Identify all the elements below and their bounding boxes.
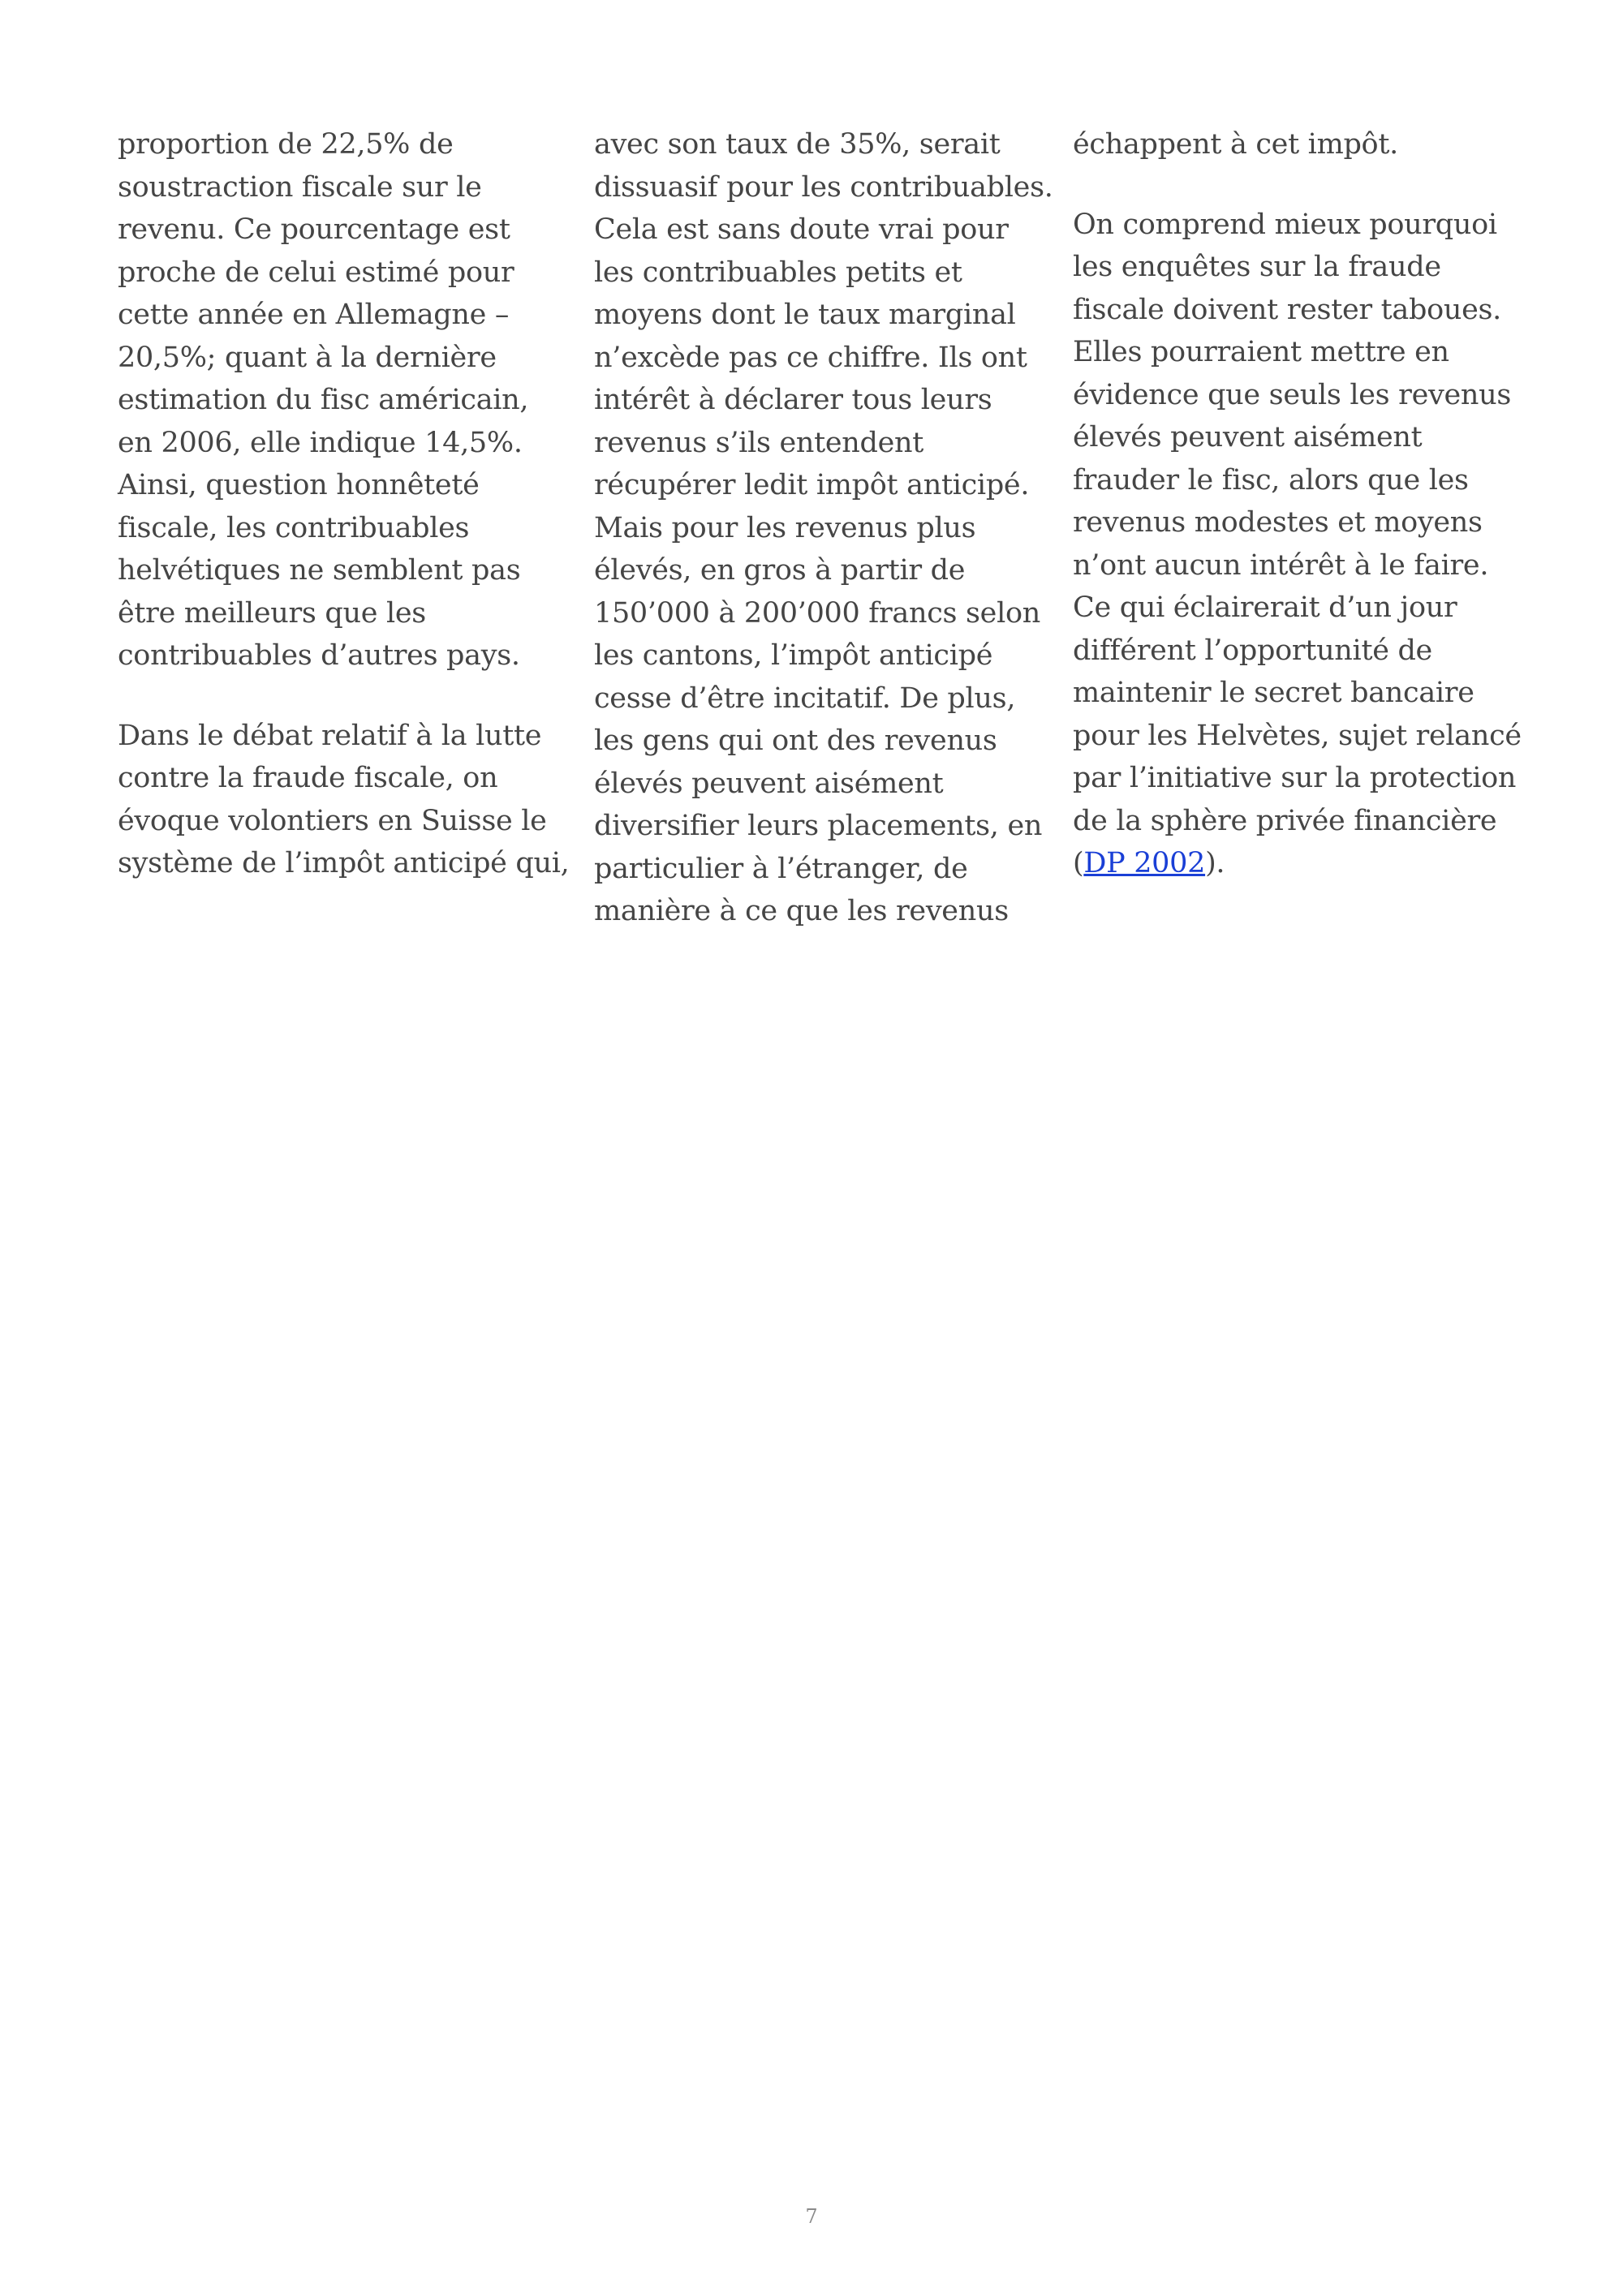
- text-line: les enquêtes sur la fraude: [1073, 251, 1441, 283]
- text-line: différent l’opportunité de: [1073, 634, 1432, 667]
- text-line: Cela est sans doute vrai pour: [594, 213, 1009, 246]
- text-line: proche de celui estimé pour: [118, 256, 514, 289]
- paragraph-gap: [1073, 166, 1527, 204]
- text-line: évidence que seuls les revenus: [1073, 378, 1512, 411]
- text-line: les gens qui ont des revenus: [594, 724, 997, 757]
- text-line: en 2006, elle indique 14,5%.: [118, 426, 523, 459]
- text-line: proportion de 22,5% de: [118, 128, 454, 161]
- reference-open-paren: (: [1073, 847, 1084, 879]
- text-line: cesse d’être incitatif. De plus,: [594, 681, 1016, 715]
- text-line-with-reference: [1073, 842, 1527, 885]
- paragraph-gap: [118, 677, 572, 715]
- text-line: pour les Helvètes, sujet relancé: [1073, 719, 1522, 752]
- text-line: helvétiques ne semblent pas: [118, 554, 521, 587]
- text-line: fiscale doivent rester taboues.: [1073, 293, 1501, 326]
- text-line: évoque volontiers en Suisse le: [118, 804, 547, 837]
- text-line: Elles pourraient mettre en: [1073, 336, 1449, 368]
- text-line: revenu. Ce pourcentage est: [118, 213, 510, 246]
- text-line: contribuables d’autres pays.: [118, 639, 520, 672]
- text-line: manière à ce que les revenus: [594, 895, 1009, 927]
- text-line: Ainsi, question honnêteté: [118, 469, 480, 501]
- text-line: moyens dont le taux marginal: [594, 299, 1016, 331]
- text-line: les cantons, l’impôt anticipé: [594, 639, 993, 672]
- text-line: diversifier leurs placements, en: [594, 810, 1043, 842]
- page-number: 7: [805, 2205, 818, 2228]
- text-line: dissuasif pour les contribuables.: [594, 170, 1053, 204]
- reference-link-dp-2002[interactable]: DP 2002: [1083, 847, 1206, 879]
- text-line: Mais pour les revenus plus: [594, 511, 976, 544]
- text-line: 150’000 à 200’000 francs selon: [594, 596, 1040, 630]
- text-line: contre la fraude fiscale, on: [118, 762, 498, 794]
- text-column-1: [118, 123, 572, 885]
- text-line: cette année en Allemagne –: [118, 299, 510, 331]
- text-line: On comprend mieux pourquoi: [1073, 208, 1497, 241]
- text-line: n’ont aucun intérêt à le faire.: [1073, 548, 1489, 582]
- text-line: échappent à cet impôt.: [1073, 128, 1398, 161]
- text-line: maintenir le secret bancaire: [1073, 677, 1474, 709]
- text-line: n’excède pas ce chiffre. Ils ont: [594, 341, 1027, 374]
- text-line: élevés peuvent aisément: [1073, 421, 1423, 454]
- text-line: être meilleurs que les: [118, 596, 426, 630]
- text-line: frauder le fisc, alors que les: [1073, 463, 1469, 497]
- text-line: soustraction fiscale sur le: [118, 170, 482, 204]
- text-line: Dans le débat relatif à la lutte: [118, 719, 542, 752]
- reference-close-paren: ).: [1205, 847, 1225, 879]
- text-line: Ce qui éclairerait d’un jour: [1073, 591, 1457, 624]
- text-line: 20,5%; quant à la dernière: [118, 341, 497, 374]
- text-line: système de l’impôt anticipé qui,: [118, 847, 570, 879]
- text-column-2: [594, 123, 1053, 933]
- text-line: revenus modestes et moyens: [1073, 506, 1483, 539]
- text-line: estimation du fisc américain,: [118, 384, 529, 416]
- text-line: récupérer ledit impôt anticipé.: [594, 469, 1030, 501]
- text-line: de la sphère privée financière: [1073, 804, 1497, 837]
- text-line: par l’initiative sur la protection: [1073, 762, 1517, 794]
- text-line: élevés peuvent aisément: [594, 767, 944, 800]
- text-line: intérêt à déclarer tous leurs: [594, 384, 992, 416]
- text-column-3: [1073, 123, 1527, 885]
- text-line: élevés, en gros à partir de: [594, 554, 966, 587]
- text-line: fiscale, les contribuables: [118, 511, 470, 544]
- text-line: revenus s’ils entendent: [594, 426, 924, 459]
- text-line: avec son taux de 35%, serait: [594, 128, 1001, 161]
- text-line: les contribuables petits et: [594, 256, 962, 289]
- text-line: particulier à l’étranger, de: [594, 852, 968, 885]
